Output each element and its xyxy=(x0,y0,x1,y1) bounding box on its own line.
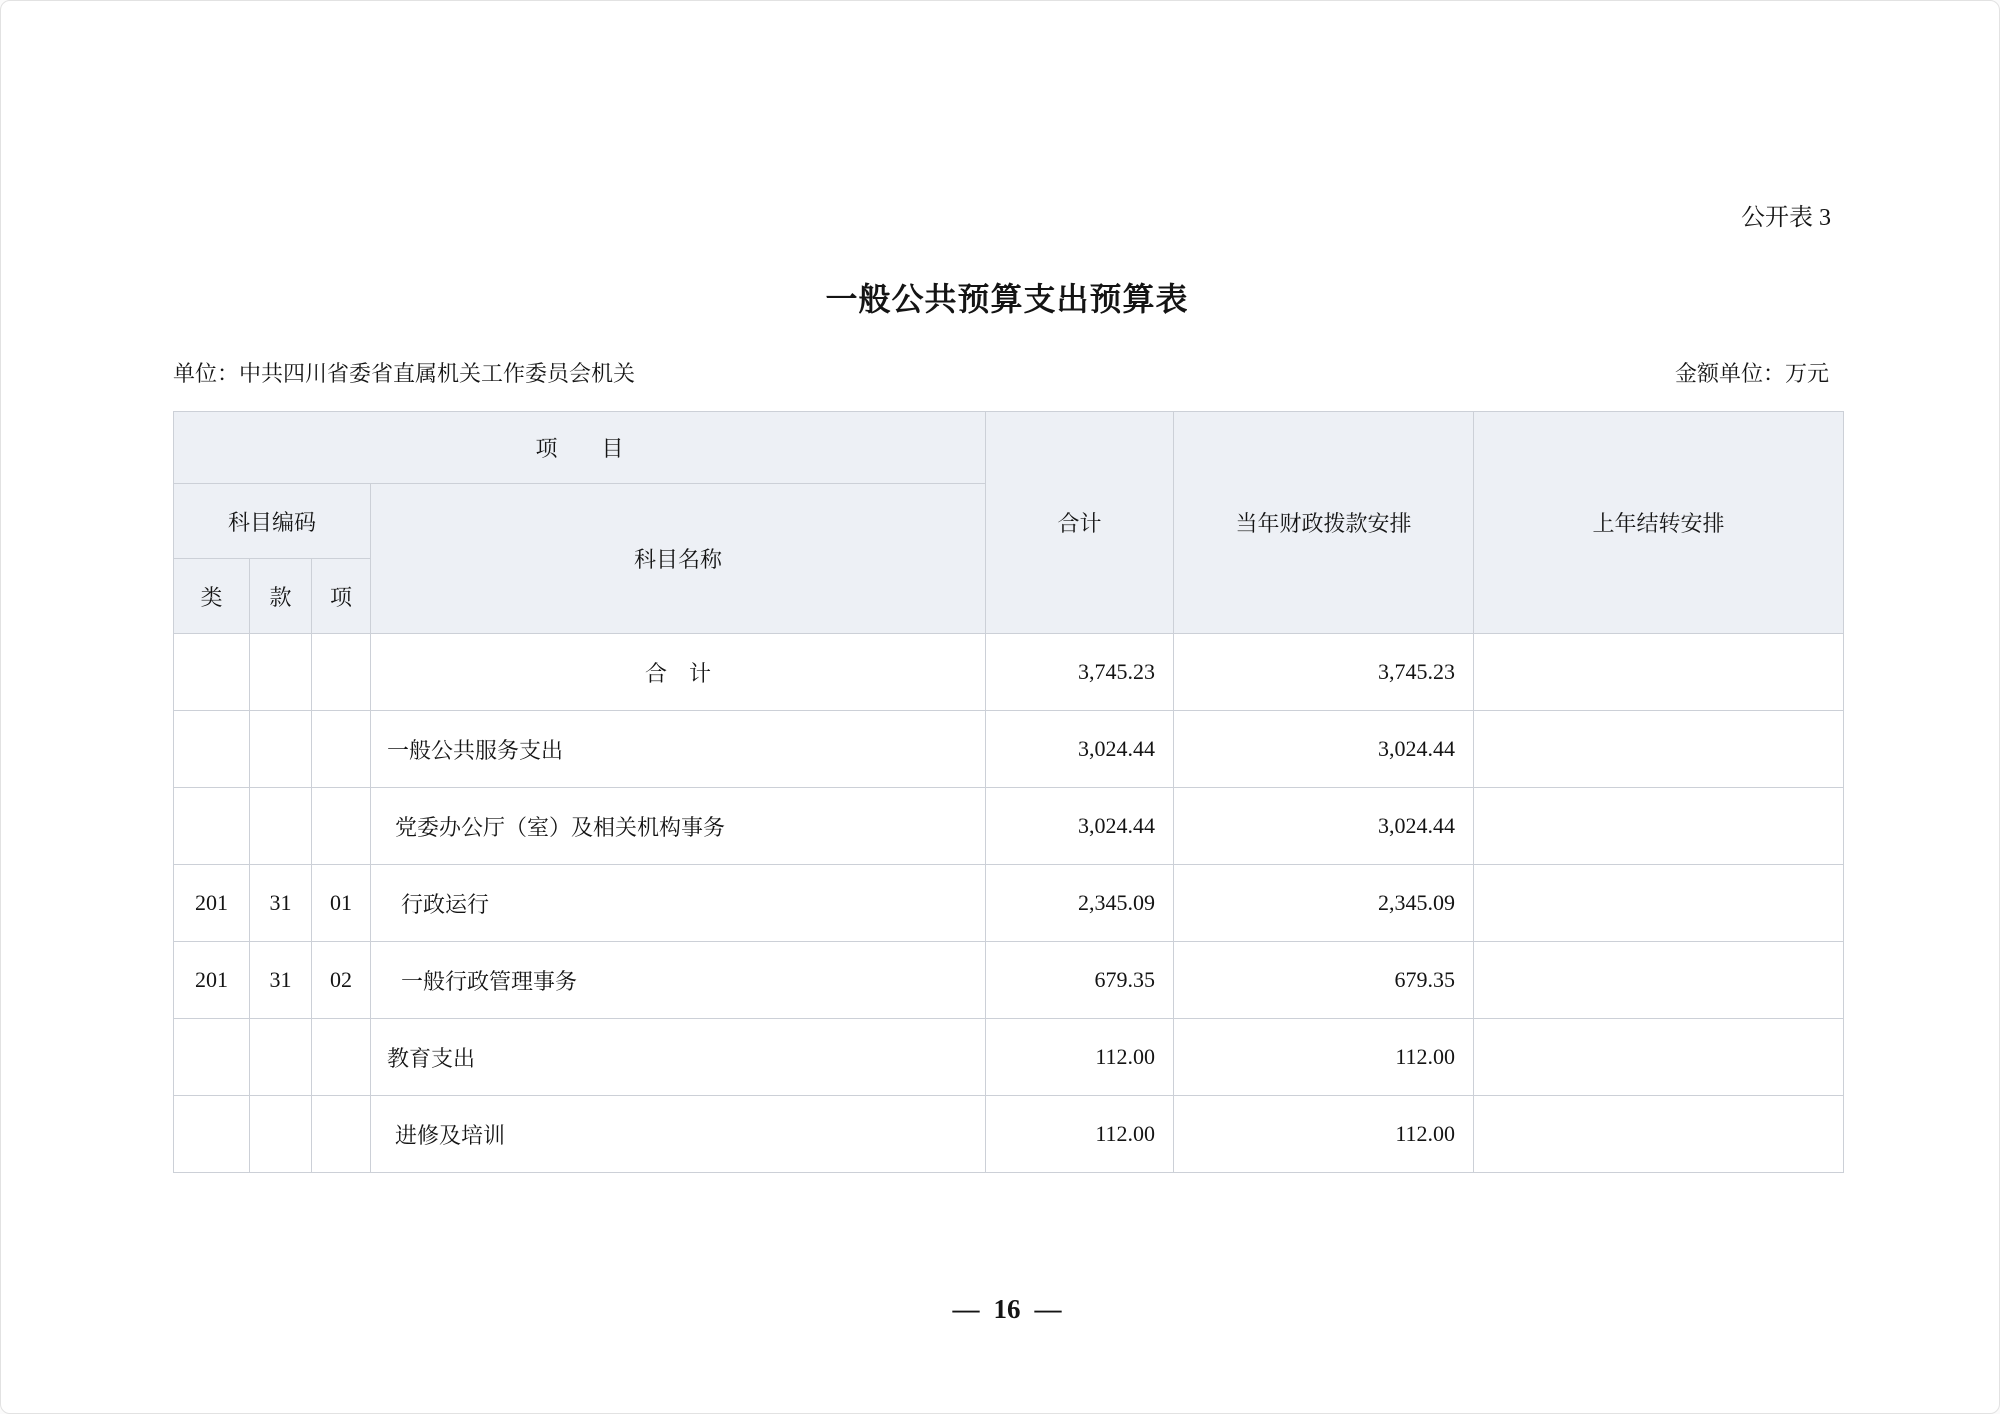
code-kuan-cell xyxy=(250,1096,312,1173)
lei-header-cell: 类 xyxy=(174,559,250,634)
current-year-cell: 3,024.44 xyxy=(1174,711,1474,788)
code-kuan-cell xyxy=(250,788,312,865)
carryover-cell xyxy=(1474,865,1844,942)
code-xiang-cell xyxy=(312,711,371,788)
total-header-cell: 合计 xyxy=(986,412,1174,634)
subject-name-cell: 行政运行 xyxy=(371,865,986,942)
meta-row xyxy=(173,359,1841,389)
code-lei-cell xyxy=(174,711,250,788)
code-lei-cell xyxy=(174,1096,250,1173)
total-cell: 3,745.23 xyxy=(986,634,1174,711)
current-year-cell: 112.00 xyxy=(1174,1096,1474,1173)
carryover-cell xyxy=(1474,1096,1844,1173)
code-kuan-cell: 31 xyxy=(250,942,312,1019)
doc-tag: 公开表 3 xyxy=(1741,205,1831,231)
table-row xyxy=(174,788,1844,865)
footer-dash-left: — xyxy=(952,1294,980,1324)
code-xiang-cell: 01 xyxy=(312,865,371,942)
code-lei-cell: 201 xyxy=(174,865,250,942)
code-lei-cell: 201 xyxy=(174,942,250,1019)
table-row xyxy=(174,711,1844,788)
budget-table-body xyxy=(174,634,1844,1173)
carryover-cell xyxy=(1474,634,1844,711)
budget-table-header xyxy=(174,412,1844,634)
code-lei-cell xyxy=(174,634,250,711)
table-row xyxy=(174,865,1844,942)
amount-unit-label: 金额单位：万元 xyxy=(1674,361,1829,386)
footer-dash-right: — xyxy=(1034,1294,1062,1324)
table-row xyxy=(174,942,1844,1019)
subject-name-cell: 合 计 xyxy=(371,634,986,711)
subject-name-cell: 教育支出 xyxy=(371,1019,986,1096)
page-title: 一般公共预算支出预算表 xyxy=(825,281,1189,317)
subject-name-cell: 一般公共服务支出 xyxy=(371,711,986,788)
table-row xyxy=(174,634,1844,711)
total-cell: 2,345.09 xyxy=(986,865,1174,942)
table-row xyxy=(174,1019,1844,1096)
budget-table xyxy=(173,411,1844,1173)
total-cell: 112.00 xyxy=(986,1096,1174,1173)
subject-name-cell: 党委办公厅（室）及相关机构事务 xyxy=(371,788,986,865)
subject-name-header-cell: 科目名称 xyxy=(371,484,986,634)
total-cell: 679.35 xyxy=(986,942,1174,1019)
table-row xyxy=(174,1096,1844,1173)
code-xiang-cell xyxy=(312,634,371,711)
carryover-cell xyxy=(1474,1019,1844,1096)
total-cell: 112.00 xyxy=(986,1019,1174,1096)
carryover-cell xyxy=(1474,942,1844,1019)
kuan-header-cell: 款 xyxy=(250,559,312,634)
subject-code-header-cell: 科目编码 xyxy=(174,484,371,559)
subject-name-cell: 一般行政管理事务 xyxy=(371,942,986,1019)
page-footer xyxy=(173,1291,1841,1327)
current-year-cell: 2,345.09 xyxy=(1174,865,1474,942)
project-header-cell: 项 目 xyxy=(174,412,986,484)
code-kuan-cell xyxy=(250,711,312,788)
code-xiang-cell xyxy=(312,788,371,865)
header-row-project xyxy=(174,412,1844,484)
current-year-cell: 679.35 xyxy=(1174,942,1474,1019)
code-kuan-cell xyxy=(250,634,312,711)
code-kuan-cell: 31 xyxy=(250,865,312,942)
code-xiang-cell xyxy=(312,1096,371,1173)
subject-name-cell: 进修及培训 xyxy=(371,1096,986,1173)
carryover-header-cell: 上年结转安排 xyxy=(1474,412,1844,634)
code-xiang-cell xyxy=(312,1019,371,1096)
current-year-cell: 112.00 xyxy=(1174,1019,1474,1096)
total-cell: 3,024.44 xyxy=(986,711,1174,788)
carryover-cell xyxy=(1474,711,1844,788)
current-year-header-cell: 当年财政拨款安排 xyxy=(1174,412,1474,634)
current-year-cell: 3,745.23 xyxy=(1174,634,1474,711)
code-xiang-cell: 02 xyxy=(312,942,371,1019)
carryover-cell xyxy=(1474,788,1844,865)
xiang-header-cell: 项 xyxy=(312,559,371,634)
current-year-cell: 3,024.44 xyxy=(1174,788,1474,865)
code-lei-cell xyxy=(174,1019,250,1096)
total-cell: 3,024.44 xyxy=(986,788,1174,865)
unit-label: 单位：中共四川省委省直属机关工作委员会机关 xyxy=(173,361,636,386)
code-lei-cell xyxy=(174,788,250,865)
page-number: 16 xyxy=(993,1294,1021,1324)
code-kuan-cell xyxy=(250,1019,312,1096)
